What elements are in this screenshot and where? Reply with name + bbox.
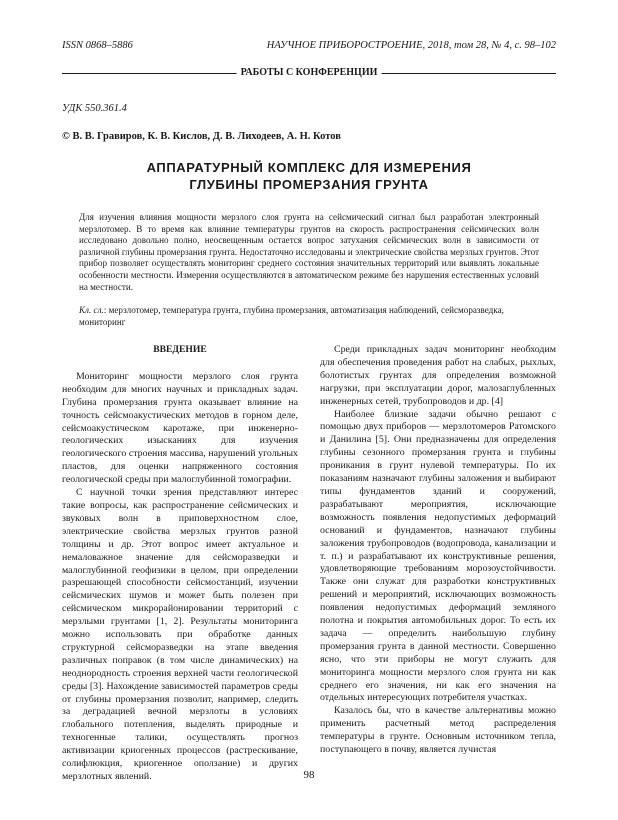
keywords	[79, 305, 539, 328]
title-line-1: АППАРАТУРНЫЙ КОМПЛЕКС ДЛЯ ИЗМЕРЕНИЯ	[146, 160, 472, 175]
article-title	[62, 159, 556, 193]
authors: © В. В. Гравиров, К. В. Кислов, Д. В. Лиходеев, А. Н. Котов	[62, 131, 341, 142]
udk-code: УДК 550.361.4	[62, 103, 127, 114]
journal-citation: НАУЧНОЕ ПРИБОРОСТРОЕНИЕ, 2018, том 28, № 4, с. 98–102	[266, 40, 556, 51]
keywords-label: Кл. сл.	[79, 305, 104, 315]
paragraph: Мониторинг мощности мерзлого слоя грунта необходим для многих научных и прикладных задач. Глубина промерзания грунта оказывает влияние на точность сейсмоакустических методов в горном деле, сейсмоакустическом каротаже, при инженерно-геологических изысканиях для изучения геологического строения массива, нарушений угольных пластов, для оценки напряженного состояния геологической среды при малоглубинной томографии.	[62, 370, 298, 486]
right-column	[320, 344, 556, 757]
section-label: РАБОТЫ С КОНФЕРЕНЦИИ	[237, 67, 382, 78]
intro-heading: ВВЕДЕНИЕ	[153, 344, 207, 355]
keywords-text: : мерзлотомер, температура грунта, глубина промерзания, автоматизация наблюдений, сейсморазведка, мониторинг	[79, 305, 504, 327]
abstract: Для изучения влияния мощности мерзлого слоя грунта на сейсмический сигнал был разработан электронный мерзлотомер. В то время как влияние температуры грунтов на скорость распространения сейсмических волн исследовано довольно полно, неосвещенным остается вопрос затухания сейсмических волн в зависимости от различной глубины промерзания грунта. Недостаточно исследованы и электрические свойства мерзлых грунтов. Этот прибор позволяет осуществлять мониторинг среднего состояния значительных территорий или выявлять локальные особенности местности. Измерения осуществляются в автоматическом режиме без нарушения естественных условий на местности.	[79, 212, 539, 292]
paragraph: Наиболее близкие задачи обычно решают с помощью двух приборов — мерзлотомеров Ратомского и Данилина [5]. Они предназначены для определения глубины сезонного промерзания грунта и глубины проникания в грунт нулевой температуры. По их показаниям назначают глубины заложения и выбирают типы фундаментов зданий и сооружений, разрабатывают мероприятия, исключающие возможность появления недопустимых деформаций оснований и фундаментов, назначают глубины заложения трубопроводов (водопровода, канализации и т. п.) и разрабатывают их конструктивные решения, удовлетворяющие требованиям морозоустойчивости. Также они служат для разработки конструктивных решений и мероприятий, исключающих возможность появления недопустимых деформаций земляного полотна и покрытия автомобильных дорог. То есть их задача — определить наибольшую глубину промерзания грунта в данной местности. Совершенно ясно, что эти приборы не могут служить для мониторинга мощности мерзлого слоя грунта ни как среднего его значения, ни как его значения на отдельных интересующих потребителя участках.	[320, 408, 556, 704]
section-divider	[62, 67, 556, 79]
paragraph: С научной точки зрения представляют интерес такие вопросы, как распространение сейсмических и звуковых волн в приповерхностном слое, электрические свойства мерзлых грунтов разной толщины и др. Этот вопрос имеет актуальное и немаловажное значение для сейсморазведки и малоглубинной геофизики в целом, при определении разрешающей способности сейсмостанций, изучении сейсмических шумов и может быть полезен при сейсмическом микрорайонировании территорий с мерзлыми грунтами [1, 2]. Результаты мониторинга можно использовать при обработке данных структурной сейсморазведки на этапе введения различных поправок (в том числе динамических) на неоднородность строения верхней части геологической среды [3]. Нахождение зависимостей параметров среды от глубины промерзания позволит, например, следить за деградацией вечной мерзлоты в условиях глобального потепления, выделять природные и техногенные талики, осуществлять прогноз активизации криогенных процессов (растрескивание, солифлюкция, криогенное оползание) и других мерзлотных явлений.	[62, 487, 298, 782]
issn: ISSN 0868–5886	[62, 40, 133, 51]
title-line-2: ГЛУБИНЫ ПРОМЕРЗАНИЯ ГРУНТА	[189, 177, 429, 192]
paragraph: Среди прикладных задач мониторинг необходим для обеспечения проведения работ на слабых, рыхлых, болотистых грунтах для определения возможной нагрузки, при эксплуатации дорог, малозаглубленных инженерных сетей, трубопроводов и др. [4]	[320, 344, 556, 407]
paragraph: Казалось бы, что в качестве альтернативы можно применить расчетный метод распределения температуры в грунте. Основным источником тепла, поступающего в почву, является лучистая	[320, 705, 556, 756]
left-column	[62, 344, 298, 784]
page-number: 98	[303, 769, 315, 781]
